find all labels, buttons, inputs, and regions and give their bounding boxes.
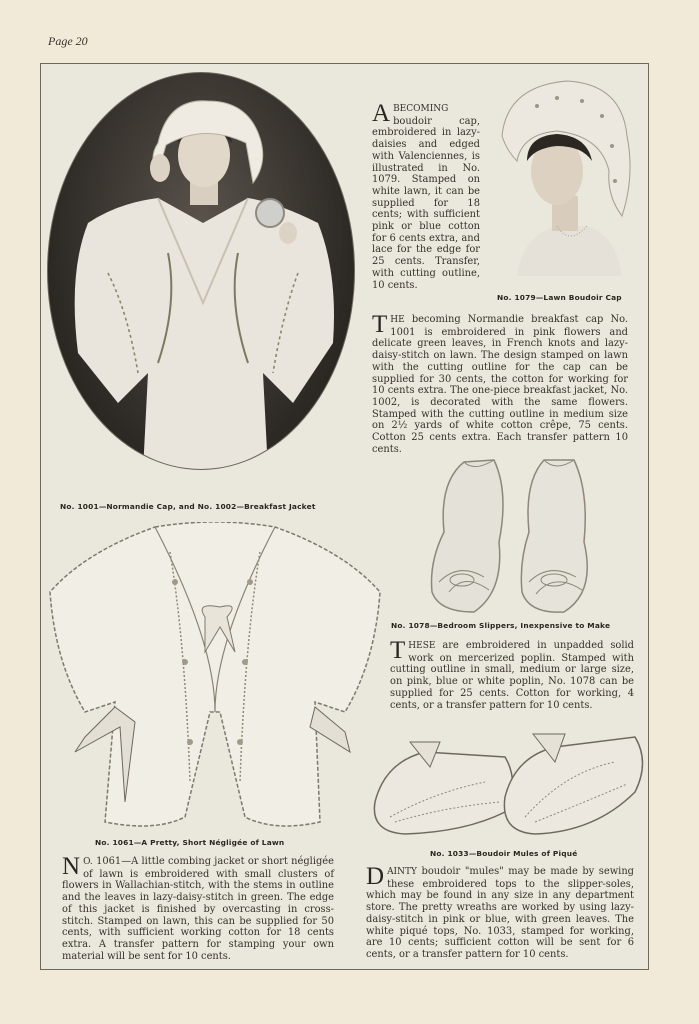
boudoir-mules-illustration: [365, 722, 650, 842]
boudoir-cap-illustration: [497, 76, 637, 276]
slippers-caption: No. 1078—Bedroom Slippers, Inexpensive to Make: [391, 621, 611, 630]
mules-dropcap: D: [366, 863, 385, 890]
slippers-lead: HESE: [408, 641, 436, 651]
mules-paragraph: [366, 863, 635, 961]
jacket-photo: [47, 72, 355, 470]
boudoir-cap-lead: BECOMING: [393, 104, 449, 114]
bedroom-slippers-illustration: [424, 452, 599, 617]
mules-text: boudoir "mules" may be made by sewing these embroidered tops to the slipper-soles, which may be found in any size in any department store. The pretty wreaths are worked by using lazy-daisy-stitch in pink or blue, with green leaves. The white piqué tops, No. 1033, stamped for working, are 10 cents; sufficient cotton will be sent for 6 cents, or a transfer pattern for 10 cents.: [366, 866, 635, 960]
slippers-dropcap: T: [390, 637, 406, 664]
negligee-text: 1061—A little combing jacket or short négligée of lawn is embroidered with small clusters of flowers in Wallachian-stitch, with the stems in outline and the leaves in lazy-daisy-stitch in green. The edge of this jacket is finished by overcasting in cross-stitch. Stamped on lawn, this can be supplied for 50 cents, with sufficient working cotton for 18 cents extra. A transfer pattern for stamping your own material will be sent for 10 cents.: [62, 856, 334, 962]
normandie-lead: HE: [390, 315, 405, 325]
boudoir-cap-dropcap: A: [372, 100, 391, 127]
boudoir-cap-caption: No. 1079—Lawn Boudoir Cap: [497, 293, 622, 302]
normandie-paragraph: [372, 311, 628, 455]
jacket-photo-caption: No. 1001—Normandie Cap, and No. 1002—Breakfast Jacket: [60, 502, 316, 511]
mules-lead: AINTY: [387, 867, 417, 877]
negligee-dropcap: N: [62, 853, 81, 880]
page-number: Page 20: [48, 34, 88, 48]
slippers-paragraph: [390, 637, 634, 711]
slippers-text: are embroidered in unpadded solid work on mercerized poplin. Stamped with cutting outline in small, medium or large size, on pink, blue or white poplin, No. 1078 can be supplied for 25 cents. Cotton for working, 4 cents, or a transfer pattern for 10 cents.: [390, 640, 634, 711]
boudoir-cap-paragraph: [372, 100, 480, 291]
normandie-text: becoming Normandie breakfast cap No. 1001 is embroidered in pink flowers and delicate green leaves, in French knots and lazy-daisy-stitch on lawn. The design stamped on lawn with the cutting outline for the cap can be supplied for 30 cents, the cotton for working for 10 cents extra. The one-piece breakfast jacket, No. 1002, is decorated with the same flowers. Stamped with the cutting outline in medium size on 2½ yards of white cotton crêpe, 75 cents. Cotton 25 cents extra. Each transfer pattern 10 cents.: [372, 314, 628, 455]
negligee-lead: O.: [83, 857, 93, 867]
boudoir-cap-text: boudoir cap, embroidered in lazy-daisies and edged with Valenciennes, is illustrated in No. 1079. Stamped on white lawn, it can be supplied for 18 cents; with sufficient pink or blue cotton for 6 cents extra, and lace for the edge for 25 cents. Transfer, with cutting outline, 10 cents.: [372, 115, 480, 291]
woman-jacket-illustration: [48, 73, 355, 470]
negligee-illustration: [45, 522, 385, 832]
negligee-caption: No. 1061—A Pretty, Short Négligée of Lawn: [95, 838, 285, 847]
negligee-paragraph: [62, 853, 334, 962]
mules-caption: No. 1033—Boudoir Mules of Piqué: [430, 849, 578, 858]
normandie-dropcap: T: [372, 311, 388, 338]
